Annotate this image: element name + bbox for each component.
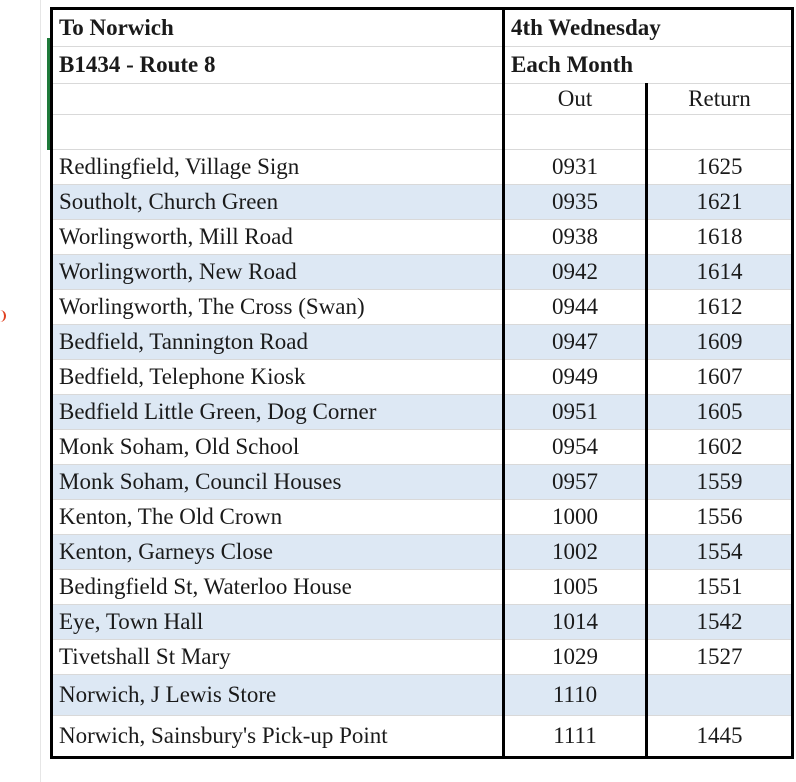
out-time: 1000 — [504, 500, 647, 535]
return-time: 1618 — [647, 220, 793, 255]
return-time: 1614 — [647, 255, 793, 290]
header-row — [52, 9, 793, 47]
stop-row — [52, 395, 793, 430]
stop-row — [52, 255, 793, 290]
stop-row — [52, 465, 793, 500]
return-time: 1605 — [647, 395, 793, 430]
direction-title: To Norwich — [52, 9, 504, 47]
stop-name: Norwich, J Lewis Store — [52, 675, 504, 716]
blank-cell — [504, 115, 647, 150]
return-time: 1602 — [647, 430, 793, 465]
out-time: 1029 — [504, 640, 647, 675]
stop-row — [52, 185, 793, 220]
stop-name: Bedfield, Tannington Road — [52, 325, 504, 360]
frequency-title: 4th Wednesday — [504, 9, 793, 47]
out-time: 0947 — [504, 325, 647, 360]
stop-name: Eye, Town Hall — [52, 605, 504, 640]
stop-row — [52, 535, 793, 570]
return-time: 1609 — [647, 325, 793, 360]
out-time: 1111 — [504, 716, 647, 758]
stop-name: Bedfield, Telephone Kiosk — [52, 360, 504, 395]
return-time: 1556 — [647, 500, 793, 535]
gridline — [40, 0, 41, 782]
return-time: 1621 — [647, 185, 793, 220]
blank-cell — [52, 115, 504, 150]
stop-row — [52, 325, 793, 360]
return-time: 1542 — [647, 605, 793, 640]
out-column-header: Out — [504, 84, 647, 115]
column-header-row — [52, 84, 793, 115]
stop-row — [52, 640, 793, 675]
out-time: 0944 — [504, 290, 647, 325]
spacer-row — [52, 115, 793, 150]
stop-name: Worlingworth, Mill Road — [52, 220, 504, 255]
return-time: 1554 — [647, 535, 793, 570]
out-time: 0935 — [504, 185, 647, 220]
return-column-header: Return — [647, 84, 793, 115]
stop-row — [52, 290, 793, 325]
header-row-2 — [52, 47, 793, 84]
stop-name: Redlingfield, Village Sign — [52, 150, 504, 185]
stop-name: Worlingworth, The Cross (Swan) — [52, 290, 504, 325]
out-time: 0951 — [504, 395, 647, 430]
stop-name: Bedfield Little Green, Dog Corner — [52, 395, 504, 430]
stop-row — [52, 675, 793, 716]
stop-name: Kenton, The Old Crown — [52, 500, 504, 535]
out-time: 0938 — [504, 220, 647, 255]
out-time: 0931 — [504, 150, 647, 185]
blank-cell — [52, 84, 504, 115]
out-time: 0942 — [504, 255, 647, 290]
bus-timetable — [50, 7, 794, 759]
stop-name: Worlingworth, New Road — [52, 255, 504, 290]
frequency-subtitle: Each Month — [504, 47, 793, 84]
return-time: 1612 — [647, 290, 793, 325]
out-time: 0954 — [504, 430, 647, 465]
stop-row — [52, 500, 793, 535]
out-time: 0957 — [504, 465, 647, 500]
return-time: 1445 — [647, 716, 793, 758]
stop-name: Norwich, Sainsbury's Pick-up Point — [52, 716, 504, 758]
out-time: 1110 — [504, 675, 647, 716]
stop-row — [52, 605, 793, 640]
out-time: 1002 — [504, 535, 647, 570]
return-time — [647, 675, 793, 716]
blank-cell — [647, 115, 793, 150]
spreadsheet-left-margin — [0, 0, 50, 782]
stop-name: Monk Soham, Council Houses — [52, 465, 504, 500]
out-time: 1014 — [504, 605, 647, 640]
stop-name: Kenton, Garneys Close — [52, 535, 504, 570]
return-time: 1625 — [647, 150, 793, 185]
stop-name: Bedingfield St, Waterloo House — [52, 570, 504, 605]
return-time: 1527 — [647, 640, 793, 675]
stop-row — [52, 150, 793, 185]
stop-name: Southolt, Church Green — [52, 185, 504, 220]
stop-row — [52, 220, 793, 255]
stop-row — [52, 570, 793, 605]
stop-row — [52, 430, 793, 465]
return-time: 1551 — [647, 570, 793, 605]
stop-name: Tivetshall St Mary — [52, 640, 504, 675]
stop-name: Monk Soham, Old School — [52, 430, 504, 465]
out-time: 1005 — [504, 570, 647, 605]
route-title: B1434 - Route 8 — [52, 47, 504, 84]
out-time: 0949 — [504, 360, 647, 395]
stop-row — [52, 360, 793, 395]
return-time: 1607 — [647, 360, 793, 395]
stop-row — [52, 716, 793, 758]
return-time: 1559 — [647, 465, 793, 500]
